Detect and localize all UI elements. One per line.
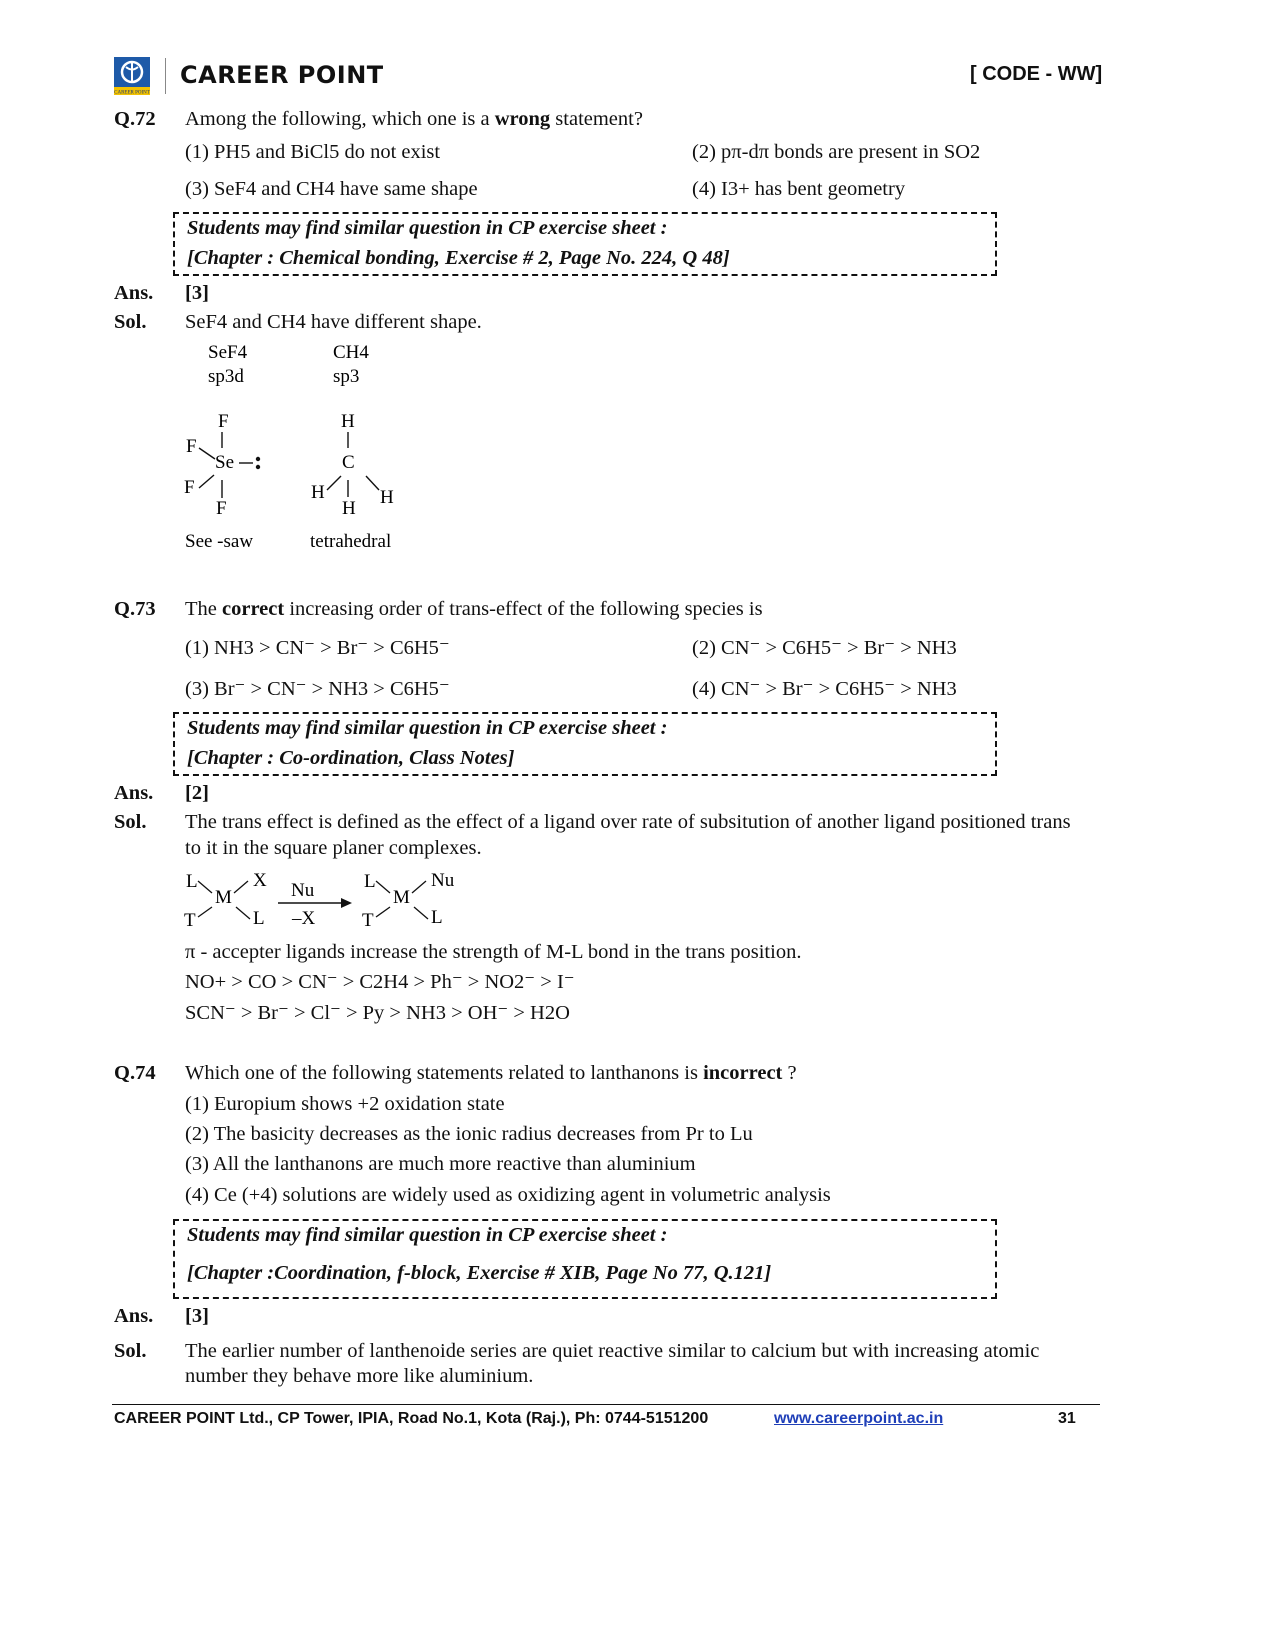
footer-website-link[interactable]: www.careerpoint.ac.in: [774, 1410, 944, 1427]
q74-solution-label: Sol.: [114, 1340, 147, 1362]
q72-box-line-1: Students may find similar question in CP exercise sheet :: [187, 217, 668, 239]
arrow-leaving-group: –X: [292, 908, 316, 929]
product-nu: Nu: [431, 870, 455, 891]
q72-solution-text: SeF4 and CH4 have different shape.: [185, 311, 482, 333]
ch4-right-h: H: [380, 487, 394, 508]
reactant-m: M: [215, 887, 232, 908]
q72-stem: Among the following, which one is a wrong statement?: [185, 108, 643, 130]
ch4-top-h: H: [341, 411, 355, 432]
ch4-shape: tetrahedral: [310, 531, 392, 552]
q74-solution-line-1: The earlier number of lanthenoide series are quiet reactive similar to calcium but with increasing atomic: [185, 1340, 1040, 1362]
q73-answer: [2]: [185, 782, 209, 804]
ch4-formula: CH4: [333, 342, 369, 363]
sef4-formula: SeF4: [208, 342, 248, 363]
footer-address: CAREER POINT Ltd., CP Tower, IPIA, Road No.1, Kota (Raj.), Ph: 0744-5151200: [114, 1410, 709, 1427]
q73-trans-series-2: SCN⁻ > Br⁻ > Cl⁻ > Py > NH3 > OH⁻ > H2O: [185, 1002, 570, 1024]
reactant-l2: L: [253, 908, 265, 929]
ch4-center-c: C: [342, 452, 355, 473]
q73-solution-line-1: The trans effect is defined as the effect of a ligand over rate of subsitution of another ligand positioned trans: [185, 811, 1071, 833]
q73-pi-acceptor-note: π - accepter ligands increase the strength of M-L bond in the trans position.: [185, 941, 802, 963]
ch4-hybridization: sp3: [333, 366, 360, 387]
q74-answer-label: Ans.: [114, 1305, 154, 1327]
q74-box-line-2: [Chapter :Coordination, f-block, Exercise # XIB, Page No 77, Q.121]: [187, 1262, 772, 1284]
q73-trans-series-1: NO+ > CO > CN⁻ > C2H4 > Ph⁻ > NO2⁻ > I⁻: [185, 971, 575, 993]
q74-solution-line-2: number they behave more like aluminium.: [185, 1365, 534, 1387]
header-divider: [165, 58, 166, 94]
sef4-bottom-f: F: [216, 498, 227, 519]
logo: [114, 57, 150, 95]
q73-reaction-figure: [180, 865, 480, 935]
reactant-l: L: [186, 871, 198, 892]
q73-box-line-1: Students may find similar question in CP exercise sheet :: [187, 717, 668, 739]
q73-option-1: (1) NH3 > CN⁻ > Br⁻ > C6H5⁻: [185, 637, 450, 659]
q72-option-3: (3) SeF4 and CH4 have same shape: [185, 178, 478, 200]
q74-option-2: (2) The basicity decreases as the ionic radius decreases from Pr to Lu: [185, 1123, 753, 1145]
sef4-top-f: F: [218, 411, 229, 432]
q73-solution-line-2: to it in the square planer complexes.: [185, 837, 482, 859]
lone-pair-dot: [256, 465, 260, 469]
q72-option-1: (1) PH5 and BiCl5 do not exist: [185, 141, 441, 163]
q74-stem: Which one of the following statements related to lanthanons is incorrect ?: [185, 1062, 797, 1084]
q73-stem: The correct increasing order of trans-effect of the following species is: [185, 598, 763, 620]
q72-answer-label: Ans.: [114, 282, 154, 304]
product-t: T: [362, 910, 374, 931]
sef4-shape: See -saw: [185, 531, 254, 552]
q73-option-2: (2) CN⁻ > C6H5⁻ > Br⁻ > NH3: [692, 637, 957, 659]
q74-box-line-1: Students may find similar question in CP exercise sheet :: [187, 1224, 668, 1246]
lone-pair-dot: [256, 457, 260, 461]
q73-solution-label: Sol.: [114, 811, 147, 833]
product-l: L: [364, 871, 376, 892]
arrow-reagent: Nu: [291, 880, 315, 901]
reactant-x: X: [253, 870, 267, 891]
q72-reference-box: [173, 212, 997, 276]
q74-option-4: (4) Ce (+4) solutions are widely used as oxidizing agent in volumetric analysis: [185, 1184, 831, 1206]
q73-box-line-2: [Chapter : Co-ordination, Class Notes]: [187, 747, 515, 769]
q72-option-2: (2) pπ-dπ bonds are present in SO2: [692, 141, 981, 163]
q73-answer-label: Ans.: [114, 782, 154, 804]
q72-answer: [3]: [185, 282, 209, 304]
q74-option-1: (1) Europium shows +2 oxidation state: [185, 1093, 505, 1115]
reactant-t: T: [184, 910, 196, 931]
q73-option-3: (3) Br⁻ > CN⁻ > NH3 > C6H5⁻: [185, 678, 450, 700]
paper-code: [ CODE - WW]: [970, 63, 1103, 85]
sef4-hybridization: sp3d: [208, 366, 244, 387]
sef4-left-lower-f: F: [184, 477, 195, 498]
sef4-center-se: Se: [215, 452, 234, 473]
reaction-arrow-head: [341, 898, 352, 908]
brand-name: CAREER POINT: [180, 61, 384, 89]
q72-structures-figure: [175, 335, 435, 560]
footer-rule: [112, 1404, 1100, 1405]
product-m: M: [393, 887, 410, 908]
q73-option-4: (4) CN⁻ > Br⁻ > C6H5⁻ > NH3: [692, 678, 957, 700]
product-l2: L: [431, 907, 443, 928]
page-number: 31: [1058, 1410, 1076, 1427]
q73-number: Q.73: [114, 598, 156, 620]
q74-answer: [3]: [185, 1305, 209, 1327]
q74-number: Q.74: [114, 1062, 156, 1084]
sef4-left-upper-f: F: [186, 436, 197, 457]
ch4-left-h: H: [311, 482, 325, 503]
q72-option-4: (4) I3+ has bent geometry: [692, 178, 906, 200]
q74-reference-box: [173, 1219, 997, 1299]
q74-option-3: (3) All the lanthanons are much more reactive than aluminium: [185, 1153, 696, 1175]
q72-solution-label: Sol.: [114, 311, 147, 333]
q73-reference-box: [173, 712, 997, 776]
svg-text:CAREER POINT: CAREER POINT: [114, 90, 150, 95]
ch4-bottom-h: H: [342, 498, 356, 519]
q72-box-line-2: [Chapter : Chemical bonding, Exercise # 2, Page No. 224, Q 48]: [187, 247, 730, 269]
q72-number: Q.72: [114, 108, 156, 130]
